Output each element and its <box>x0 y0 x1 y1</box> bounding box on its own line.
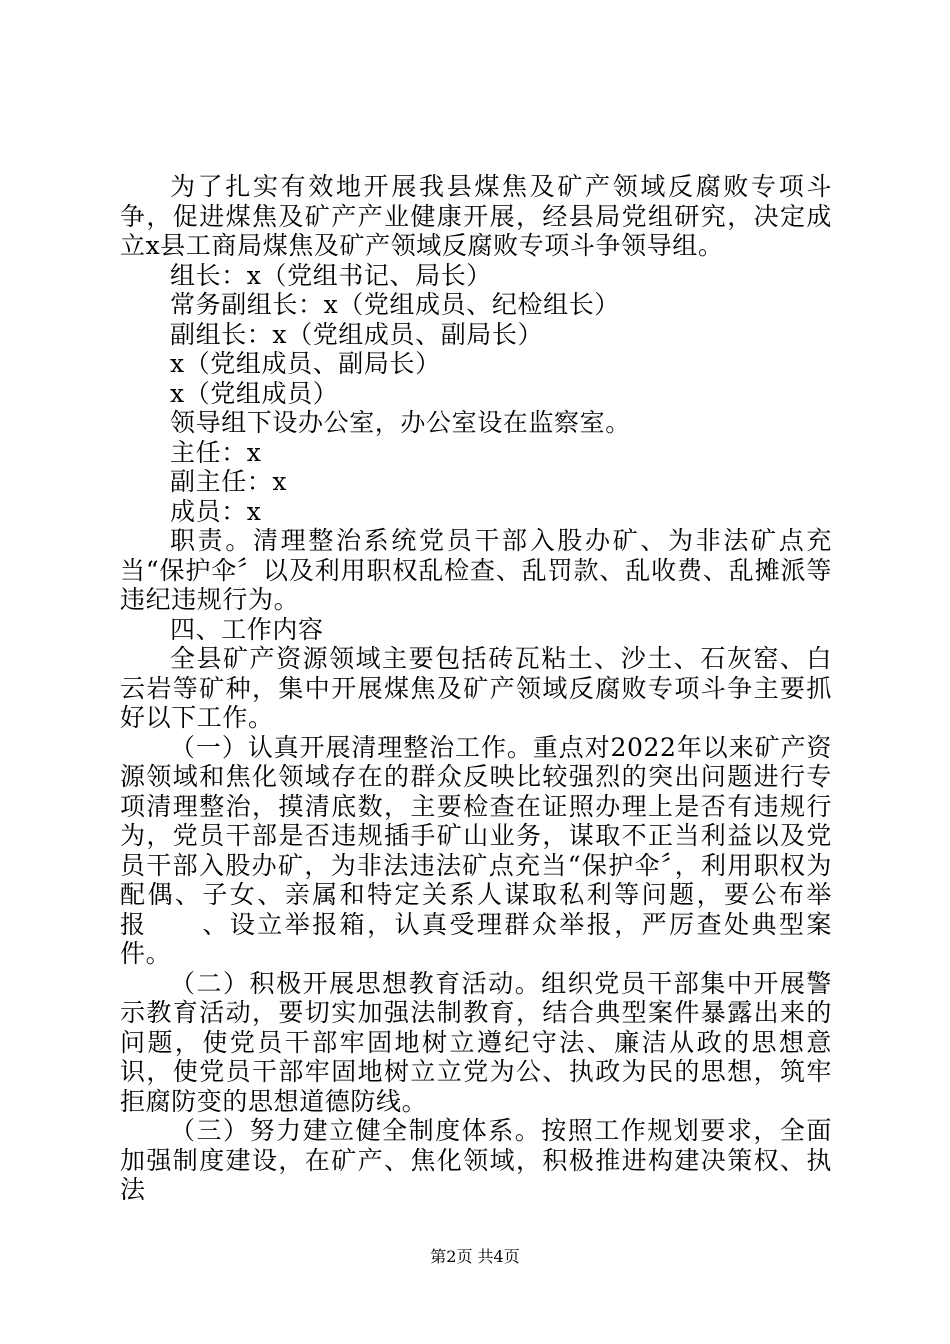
scope-paragraph: 全县矿产资源领域主要包括砖瓦粘土、沙土、石灰窑、白云岩等矿种，集中开展煤焦及矿产领域反腐败专项斗争主要抓好以下工作。 <box>120 644 832 732</box>
executive-deputy-line: 常务副组长：x（党组成员、纪检组长） <box>170 290 620 319</box>
party-member-line: x（党组成员） <box>170 378 339 408</box>
section-heading: 四、工作内容 <box>170 614 324 644</box>
deputy-line: 副组长：x（党组成员、副局长） <box>170 319 544 349</box>
director-line: 主任：x <box>170 437 262 467</box>
item-3-paragraph: （三）努力建立健全制度体系。按照工作规划要求，全面加强制度建设，在矿产、焦化领域，积极推进构建决策权、执法 <box>120 1116 832 1204</box>
vice-director-line: 副主任：x <box>170 467 288 496</box>
members-line: 成员：x <box>170 496 262 526</box>
document-body <box>120 172 832 1205</box>
leader-line: 组长：x（党组书记、局长） <box>170 260 492 290</box>
duties-paragraph: 职责。清理整治系统党员干部入股办矿、为非法矿点充当“保护伞〞以及利用职权乱检查、乱罚款、乱收费、乱摊派等违纪违规行为。 <box>120 526 832 614</box>
page-number-footer: 第2页 共4页 <box>430 1247 520 1266</box>
item-2-paragraph: （二）积极开展思想教育活动。组织党员干部集中开展警示教育活动，要切实加强法制教育，结合典型案件暴露出来的问题，使党员干部牢固地树立遵纪守法、廉洁从政的思想意识，使党员干部牢固地树立立党为公、执政为民的思想，筑牢拒腐防变的思想道德防线。 <box>120 968 832 1116</box>
item-1-paragraph: （一）认真开展清理整治工作。重点对2022年以来矿产资源领域和焦化领域存在的群众反映比较强烈的突出问题进行专项清理整治，摸清底数，主要检查在证照办理上是否有违规行为，党员干部是否违规插手矿山业务，谋取不正当利益以及党员干部入股办矿，为非法违法矿点充当“保护伞〞，利用职权为配偶、子女、亲属和特定关系人谋取私利等问题，要公布举报 、设立举报箱，认真受理群众举报，严厉查处典型案件。 <box>120 732 832 968</box>
intro-paragraph: 为了扎实有效地开展我县煤焦及矿产领域反腐败专项斗争，促进煤焦及矿产产业健康开展，经县局党组研究，决定成立x县工商局煤焦及矿产领域反腐败专项斗争领导组。 <box>120 172 832 260</box>
office-line: 领导组下设办公室，办公室设在监察室。 <box>170 408 631 437</box>
deputy-line-2: x（党组成员、副局长） <box>170 349 441 378</box>
